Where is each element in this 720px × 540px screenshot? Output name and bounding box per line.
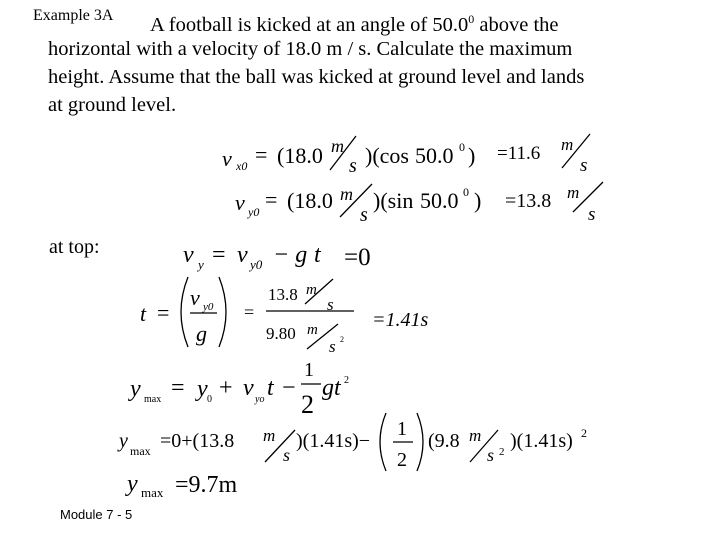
- ymaxf-y0-sub: 0: [207, 394, 212, 405]
- time-num-v: v: [190, 285, 200, 310]
- footer-module-label: Module 7 - 5: [60, 507, 133, 522]
- ymaxs-s2-exp: 2: [499, 446, 505, 458]
- vx0-result-m: m: [561, 135, 574, 154]
- time-eq: =: [157, 300, 170, 325]
- top-t: t: [314, 242, 321, 268]
- vx0-close: ): [468, 143, 476, 168]
- vx0-s: s: [349, 155, 357, 177]
- ymaxs-half-den: 2: [397, 449, 407, 471]
- ymaxs-eq-zero-plus: =0+(13.8: [160, 430, 235, 452]
- ymaxs-sub: max: [130, 444, 151, 458]
- ymaxr-sub: max: [141, 485, 164, 500]
- ymaxs-s2: s: [487, 445, 495, 465]
- ymaxf-sub: max: [144, 394, 162, 405]
- vy0-result-s: s: [588, 204, 596, 225]
- top-v: v: [183, 242, 194, 268]
- ymaxf-v: v: [243, 375, 254, 401]
- problem-line-2: horizontal with a velocity of 18.0 m / s. Calculate the maximum: [48, 38, 573, 60]
- ymaxs-m: m: [263, 426, 276, 445]
- vy0-var: v: [235, 190, 245, 215]
- ymaxf-y0: y: [197, 376, 208, 402]
- vx0-eq: =: [255, 142, 268, 167]
- vx0-var: v: [222, 146, 232, 171]
- vy0-speed: (18.0: [287, 188, 333, 213]
- vy0-deg: 0: [463, 185, 469, 199]
- ymaxf-gt: gt: [322, 375, 341, 401]
- ymaxf-t: t: [267, 375, 274, 401]
- ymaxf-eq: =: [171, 375, 185, 401]
- ymaxr-y: y: [127, 471, 138, 497]
- ymaxs-s: s: [283, 445, 291, 465]
- time-den-val: 9.80: [266, 324, 296, 343]
- vy0-result-m: m: [567, 183, 580, 202]
- ymaxs-tail: )(1.41s): [510, 430, 573, 452]
- vy0-sub: y0: [248, 205, 260, 219]
- time-eq2: =: [244, 302, 255, 322]
- time-den-m: m: [307, 322, 318, 338]
- vx0-sub: x0: [236, 159, 248, 173]
- ymaxf-y: y: [130, 376, 141, 402]
- vx0-m: m: [331, 136, 344, 156]
- eq-at-top: [183, 242, 371, 272]
- vy0-angle: 50.0: [420, 188, 459, 213]
- vy0-trig: )(sin: [373, 188, 414, 213]
- vx0-deg: 0: [459, 140, 465, 154]
- ymaxs-half-num: 1: [397, 418, 407, 440]
- eq-ymax-sub: [117, 418, 587, 471]
- time-num-s: s: [327, 295, 334, 314]
- vx0-result-s: s: [580, 155, 588, 176]
- time-den-s2: 2: [340, 335, 344, 344]
- top-eq: =: [212, 242, 226, 268]
- top-eq-zero: =0: [344, 244, 371, 271]
- ymaxf-minus: −: [282, 375, 296, 401]
- top-y: y: [198, 257, 204, 272]
- eq-ymax-formula: [128, 359, 349, 419]
- ymaxs-sq: 2: [581, 426, 587, 440]
- time-den-s: s: [329, 337, 336, 356]
- ymaxf-plus: +: [219, 375, 233, 401]
- problem-line-1: A football is kicked at an angle of 50.0$^0$ above the: [150, 12, 559, 36]
- vy0-s: s: [360, 204, 368, 226]
- ymaxs-y: y: [119, 430, 128, 452]
- ymaxr-result: =9.7m: [175, 472, 238, 498]
- ymaxf-sq: 2: [344, 375, 349, 386]
- time-num-val: 13.8: [268, 285, 298, 304]
- ymaxs-mid: )(1.41s)−: [296, 430, 371, 452]
- problem-line-3: height. Assume that the ball was kicked at ground level and lands: [48, 66, 585, 88]
- time-result: =1.41s: [372, 309, 429, 331]
- time-num-m: m: [306, 282, 317, 298]
- vx0-angle: 50.0: [415, 143, 454, 168]
- vx0-speed: (18.0: [277, 143, 323, 168]
- problem-line-4: at ground level.: [48, 94, 177, 116]
- top-y0: y0: [250, 257, 263, 272]
- ymaxs-m2: m: [469, 426, 482, 445]
- time-den-g: g: [196, 321, 207, 346]
- vy0-close: ): [474, 188, 482, 213]
- vy0-eq: =: [265, 187, 278, 212]
- ymaxs-g-open: (9.8: [428, 430, 460, 452]
- eq-vx0: [222, 135, 587, 177]
- example-label: Example 3A: [33, 7, 114, 24]
- vx0-trig: )(cos: [365, 143, 409, 168]
- top-v2: v: [237, 242, 248, 268]
- vy0-m: m: [340, 184, 353, 204]
- ymaxf-half-num: 1: [304, 359, 314, 381]
- ymaxf-v-sub: yo: [255, 394, 265, 405]
- time-t: t: [140, 301, 147, 326]
- time-num-sub: y0: [203, 301, 214, 313]
- ymaxf-half-den: 2: [301, 390, 314, 419]
- top-minus-g: − g: [273, 242, 308, 268]
- vy0-result: =13.8: [505, 190, 552, 212]
- vx0-result: =11.6: [497, 143, 541, 164]
- eq-vy0: [235, 183, 595, 226]
- at-top-label: at top:: [49, 236, 100, 258]
- eq-ymax-result: [125, 471, 238, 500]
